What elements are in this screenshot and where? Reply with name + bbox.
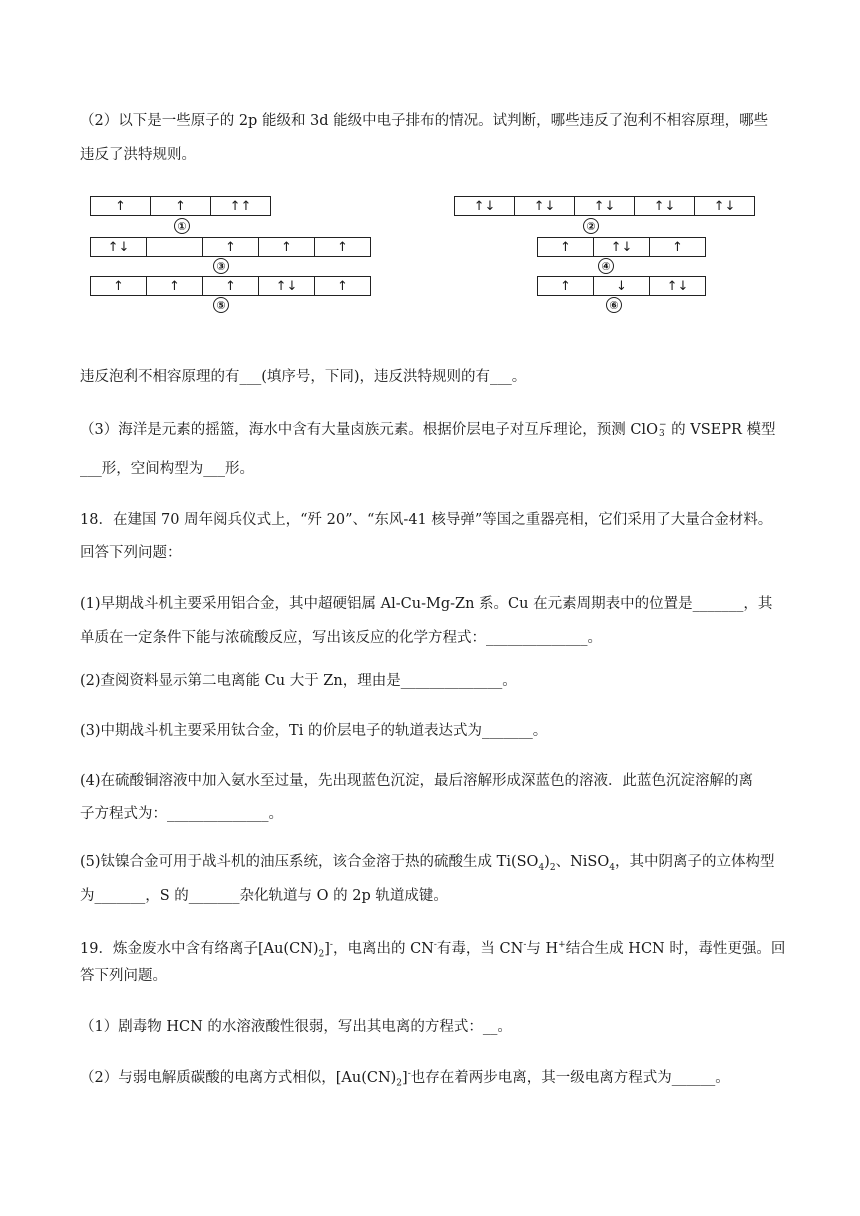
q18-sub2: (2)查阅资料显示第二电离能 Cu 大于 Zn，理由是______________。 bbox=[80, 673, 517, 689]
superscript: + bbox=[558, 940, 566, 950]
orbital-box: ↑ bbox=[649, 237, 706, 257]
q19-text-b: ] bbox=[324, 940, 330, 957]
q19-sub2-text-c: 也存在着两步电离，其一级电离方程式为______。 bbox=[410, 1069, 730, 1086]
orbital-box: ↑↓ bbox=[593, 237, 650, 257]
q19-stem-line1 bbox=[80, 935, 785, 965]
orbital-box: ↑ bbox=[314, 276, 371, 296]
orbital-box: ↑ bbox=[537, 276, 594, 296]
orbital-diagram-2 bbox=[454, 196, 755, 216]
orbital-diagram-4 bbox=[537, 237, 706, 257]
diagram-label-2: ② bbox=[583, 218, 599, 234]
q18-sub1-line2: 单质在一定条件下能与浓硫酸反应，写出该反应的化学方程式：______________。 bbox=[80, 630, 602, 646]
clo3-charge: − bbox=[658, 420, 667, 430]
q18-stem-line1: 18．在建国 70 周年阅兵仪式上，“歼 20”、“东风-41 核导弹”等国之重器亮相，它们采用了大量合金材料。 bbox=[80, 512, 773, 528]
orbital-box: ↑ bbox=[314, 237, 371, 257]
q19-sub2-text-b: ] bbox=[402, 1069, 408, 1086]
orbital-box: ↑↓ bbox=[454, 196, 515, 216]
q17-part3-text-b: 的 VSEPR 模型 bbox=[666, 422, 776, 438]
orbital-box: ↑ bbox=[150, 196, 211, 216]
orbital-diagram-6 bbox=[537, 276, 706, 296]
q18-sub3: (3)中期战斗机主要采用钛合金，Ti 的价层电子的轨道表达式为_______。 bbox=[80, 723, 548, 739]
q19-text-e: 与 H bbox=[526, 940, 559, 957]
clo3-ion-notation bbox=[659, 421, 667, 439]
q18-sub5-text-b: ) bbox=[544, 854, 550, 870]
q19-stem-line2: 答下列问题。 bbox=[80, 968, 167, 984]
orbital-box: ↑↑ bbox=[210, 196, 271, 216]
orbital-box: ↑ bbox=[146, 276, 203, 296]
q18-stem-line2: 回答下列问题： bbox=[80, 545, 182, 561]
diagram-label-3: ③ bbox=[213, 258, 229, 274]
q18-sub4-line2: 子方程式为：______________。 bbox=[80, 806, 283, 822]
q17-part2-line1: （2）以下是一些原子的 2p 能级和 3d 能级中电子排布的情况。试判断，哪些违反了泡利不相容原理，哪些 bbox=[80, 113, 769, 129]
q17-part3-line1 bbox=[80, 420, 776, 440]
clo3-subscript: 3 bbox=[658, 429, 665, 439]
subscript: 2 bbox=[396, 1078, 403, 1089]
orbital-box: ↑↓ bbox=[574, 196, 635, 216]
q18-sub5-text-c: 、NiSO bbox=[555, 854, 610, 870]
q18-sub5-text-a: (5)钛镍合金可用于战斗机的油压系统，该合金溶于热的硫酸生成 Ti(SO bbox=[80, 854, 539, 870]
q17-part2-line2: 违反了洪特规则。 bbox=[80, 147, 196, 163]
diagram-label-1: ① bbox=[174, 218, 190, 234]
orbital-diagram-5 bbox=[90, 276, 371, 296]
orbital-box: ↑↓ bbox=[258, 276, 315, 296]
orbital-box: ↑↓ bbox=[694, 196, 755, 216]
subscript: 2 bbox=[549, 862, 556, 873]
orbital-box: ↑ bbox=[90, 196, 151, 216]
subscript: 2 bbox=[318, 949, 325, 960]
subscript: 4 bbox=[538, 862, 545, 873]
q19-sub1: （1）剧毒物 HCN 的水溶液酸性很弱，写出其电离的方程式：__。 bbox=[80, 1019, 512, 1035]
q17-part3-line2: ___形，空间构型为___形。 bbox=[80, 461, 254, 477]
orbital-diagram-1 bbox=[90, 196, 271, 216]
q18-sub5-line1 bbox=[80, 852, 774, 878]
subscript: 4 bbox=[609, 862, 615, 873]
superscript: - bbox=[407, 1069, 411, 1079]
orbital-box bbox=[146, 237, 203, 257]
orbital-box: ↑ bbox=[202, 237, 259, 257]
superscript: - bbox=[433, 940, 437, 950]
orbital-box: ↑↓ bbox=[90, 237, 147, 257]
orbital-box: ↑↓ bbox=[634, 196, 695, 216]
diagram-label-6: ⑥ bbox=[606, 297, 622, 313]
q17-part3-text-a: （3）海洋是元素的摇篮，海水中含有大量卤族元素。根据价层电子对互斥理论，预测 ClO bbox=[80, 422, 658, 438]
q19-sub2 bbox=[80, 1064, 730, 1094]
diagram-label-4: ④ bbox=[598, 258, 614, 274]
orbital-box: ↓ bbox=[593, 276, 650, 296]
q19-text-d: 有毒，当 CN bbox=[436, 940, 524, 957]
diagram-label-5: ⑤ bbox=[213, 297, 229, 313]
q18-sub5-text-d: ，其中阴离子的立体构型 bbox=[614, 854, 775, 870]
q18-sub1-line1: (1)早期战斗机主要采用铝合金，其中超硬铝属 Al-Cu-Mg-Zn 系。Cu 在元素周期表中的位置是_______，其 bbox=[80, 596, 773, 612]
q19-text-a: 19．炼金废水中含有络离子[Au(CN) bbox=[80, 940, 319, 957]
superscript: - bbox=[523, 940, 527, 950]
q19-sub2-text-a: （2）与弱电解质碳酸的电离方式相似，[Au(CN) bbox=[80, 1069, 397, 1086]
q19-text-c: ，电离出的 CN bbox=[332, 940, 434, 957]
q19-text-f: 结合生成 HCN 时，毒性更强。回 bbox=[565, 940, 786, 957]
orbital-box: ↑ bbox=[258, 237, 315, 257]
orbital-diagram-3 bbox=[90, 237, 371, 257]
orbital-box: ↑↓ bbox=[514, 196, 575, 216]
q18-sub4-line1: (4)在硫酸铜溶液中加入氨水至过量，先出现蓝色沉淀，最后溶解形成深蓝色的溶液．此蓝色沉淀溶解的离 bbox=[80, 773, 754, 789]
orbital-box: ↑ bbox=[202, 276, 259, 296]
q18-sub5-line2: 为_______，S 的_______杂化轨道与 O 的 2p 轨道成键。 bbox=[80, 888, 448, 904]
orbital-box: ↑↓ bbox=[649, 276, 706, 296]
orbital-box: ↑ bbox=[537, 237, 594, 257]
q17-answer-line: 违反泡利不相容原理的有___(填序号，下同)，违反洪特规则的有___。 bbox=[80, 369, 527, 385]
orbital-box: ↑ bbox=[90, 276, 147, 296]
superscript: - bbox=[329, 940, 333, 950]
